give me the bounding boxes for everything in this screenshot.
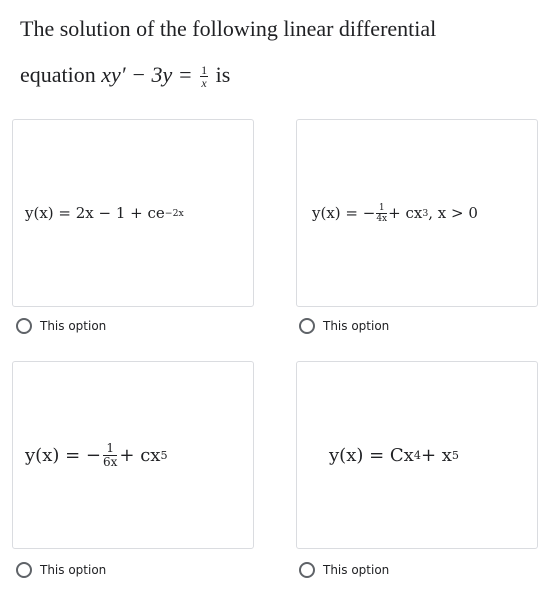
option-d-radio[interactable] xyxy=(299,562,315,578)
option-d-formula-start: y(x) = Cx xyxy=(329,444,414,466)
option-d-formula xyxy=(297,362,537,548)
option-b-card[interactable] xyxy=(296,119,538,307)
option-c-formula-mid: + cx xyxy=(119,444,161,466)
question-fraction xyxy=(200,64,208,89)
option-a-formula-exponent: −2x xyxy=(164,207,184,219)
option-b-radio[interactable] xyxy=(299,318,315,334)
option-d-formula-exponent-2: 5 xyxy=(451,448,460,462)
question-fraction-numerator: 1 xyxy=(201,63,208,78)
option-b-fraction-numerator: 1 xyxy=(376,203,387,214)
option-a-formula-main: y(x) = 2x − 1 + ce xyxy=(25,204,165,222)
option-c[interactable] xyxy=(16,562,106,578)
question-prefix: equation xyxy=(20,62,102,87)
question-line-1: The solution of the following linear differential xyxy=(20,16,437,41)
option-b-formula xyxy=(297,120,537,306)
option-c-label: This option xyxy=(40,563,107,577)
option-b-formula-start: y(x) = − xyxy=(312,204,376,222)
question-suffix: is xyxy=(210,62,231,87)
option-a[interactable] xyxy=(16,318,106,334)
option-a-radio[interactable] xyxy=(16,318,32,334)
option-a-card[interactable] xyxy=(12,119,254,307)
option-d-formula-mid: + x xyxy=(420,444,452,466)
option-b[interactable] xyxy=(299,318,389,334)
question-line-2 xyxy=(20,52,540,98)
question-text xyxy=(20,6,540,98)
option-c-card[interactable] xyxy=(12,361,254,549)
option-b-formula-exponent: 3 xyxy=(422,207,429,219)
option-c-formula-start: y(x) = − xyxy=(25,444,101,466)
option-b-fraction-denominator: 4x xyxy=(376,213,388,224)
option-a-formula xyxy=(13,120,253,306)
option-c-fraction xyxy=(103,442,117,469)
option-d[interactable] xyxy=(299,562,389,578)
option-c-radio[interactable] xyxy=(16,562,32,578)
option-d-card[interactable] xyxy=(296,361,538,549)
option-c-fraction-numerator: 1 xyxy=(103,442,117,456)
option-d-label: This option xyxy=(323,563,390,577)
question-equation: xy′ − 3y = xyxy=(101,62,199,87)
option-b-label: This option xyxy=(323,319,390,333)
option-b-formula-tail: , x > 0 xyxy=(428,204,478,222)
option-b-formula-mid: + cx xyxy=(388,204,423,222)
option-c-fraction-denominator: 6x xyxy=(102,454,118,469)
option-d-formula-exponent-1: 4 xyxy=(413,448,421,462)
option-a-label: This option xyxy=(40,319,107,333)
option-c-formula xyxy=(13,362,253,548)
option-c-formula-exponent: 5 xyxy=(160,448,168,462)
question-fraction-denominator: x xyxy=(201,76,207,91)
option-b-fraction xyxy=(376,203,387,224)
